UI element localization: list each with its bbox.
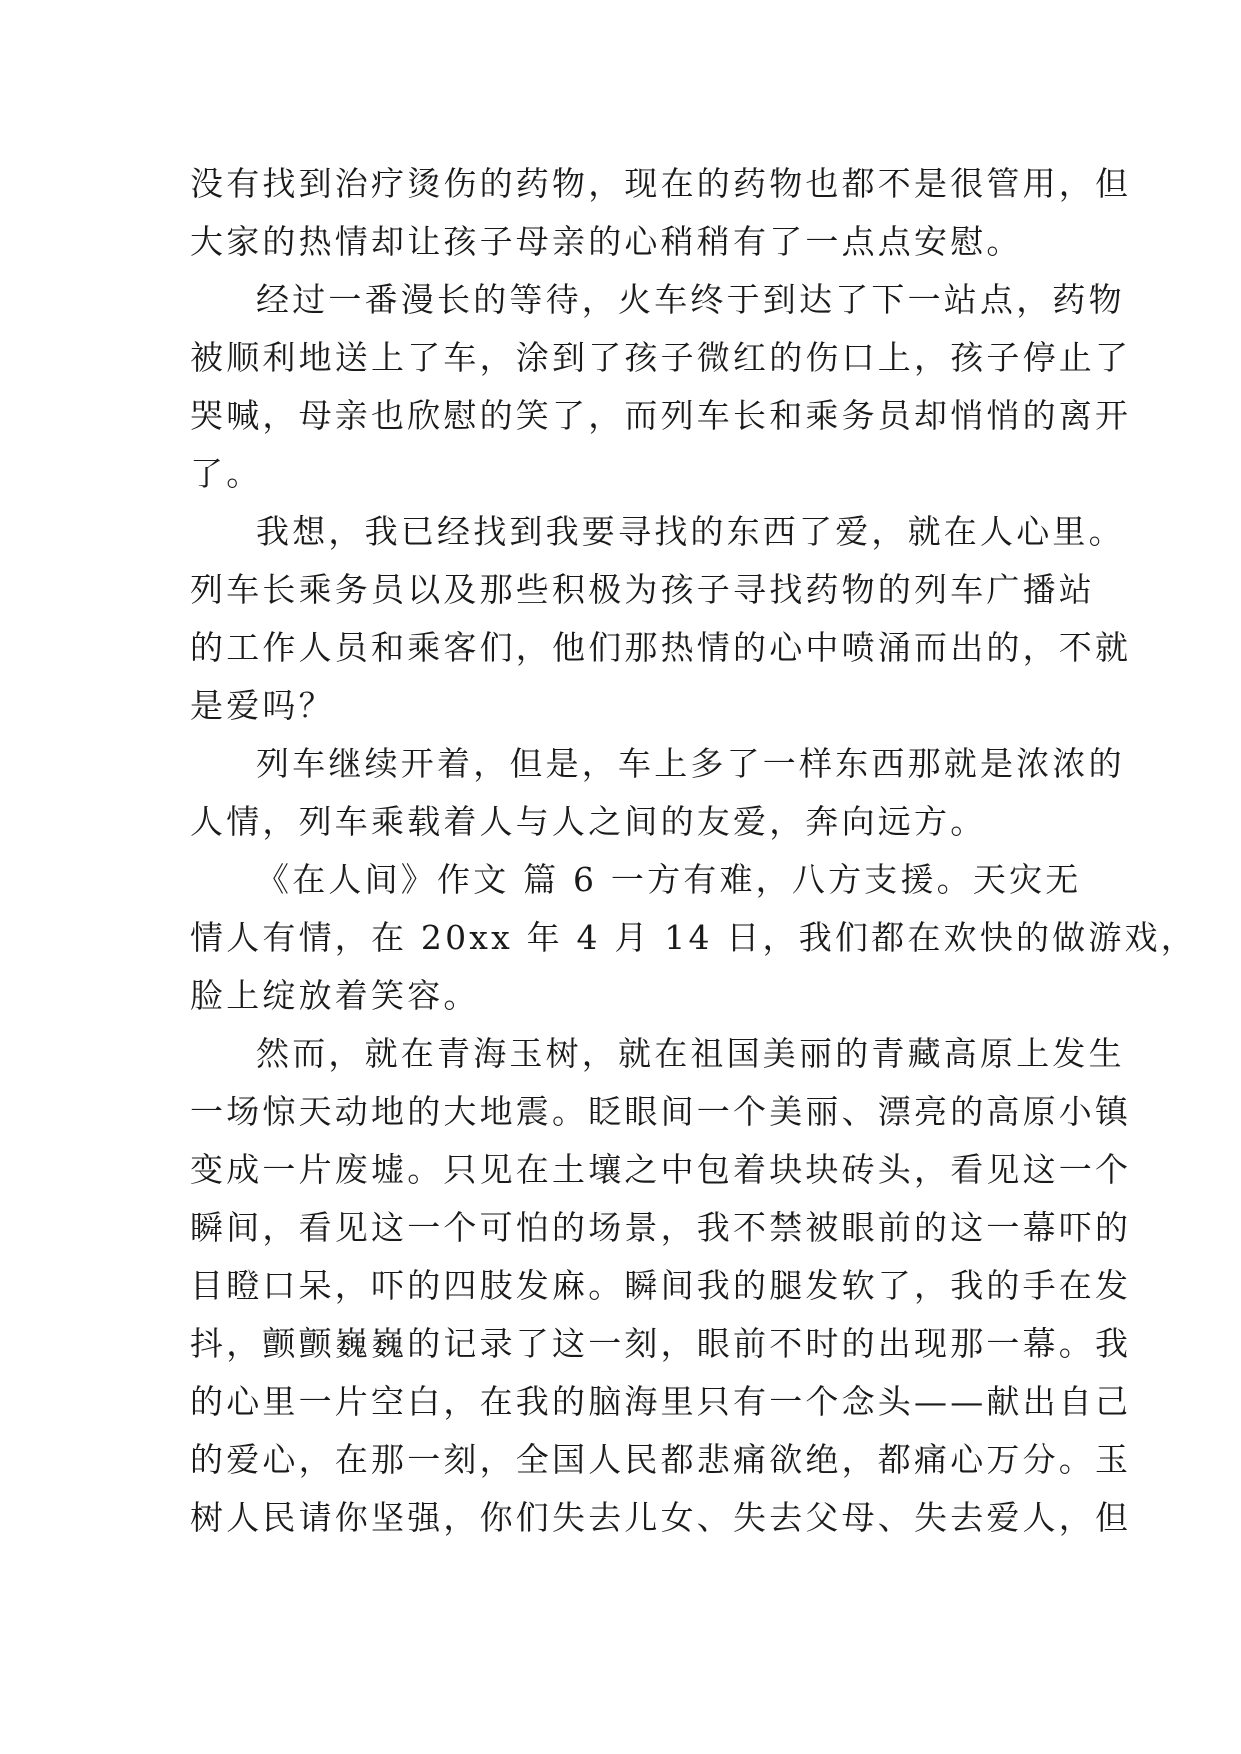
paragraph-start-line: 列车继续开着，但是，车上多了一样东西那就是浓浓的 bbox=[256, 744, 1125, 783]
text-line: 列车长乘务员以及那些积极为孩子寻找药物的列车广播站 bbox=[190, 570, 1095, 609]
text-line: 情人有情，在 20xx 年 4 月 14 日，我们都在欢快的做游戏， bbox=[190, 918, 1197, 957]
text-line: 变成一片废墟。只见在土壤之中包着块块砖头，看见这一个 bbox=[190, 1150, 1132, 1189]
text-line: 瞬间，看见这一个可怕的场景，我不禁被眼前的这一幕吓的 bbox=[190, 1208, 1132, 1247]
text-line: 哭喊，母亲也欣慰的笑了，而列车长和乘务员却悄悄的离开 bbox=[190, 396, 1132, 435]
text-line: 的工作人员和乘客们，他们那热情的心中喷涌而出的，不就 bbox=[190, 628, 1132, 667]
text-line: 大家的热情却让孩子母亲的心稍稍有了一点点安慰。 bbox=[190, 222, 1023, 261]
text-line: 目瞪口呆，吓的四肢发麻。瞬间我的腿发软了，我的手在发 bbox=[190, 1266, 1132, 1305]
paragraph-start-line: 我想，我已经找到我要寻找的东西了爱，就在人心里。 bbox=[256, 512, 1125, 551]
text-line: 没有找到治疗烫伤的药物，现在的药物也都不是很管用，但 bbox=[190, 164, 1132, 203]
paragraph-start-line: 然而，就在青海玉树，就在祖国美丽的青藏高原上发生 bbox=[256, 1034, 1125, 1073]
text-line: 一场惊天动地的大地震。眨眼间一个美丽、漂亮的高原小镇 bbox=[190, 1092, 1132, 1131]
text-line: 是爱吗？ bbox=[190, 686, 335, 725]
text-line: 抖，颤颤巍巍的记录了这一刻，眼前不时的出现那一幕。我 bbox=[190, 1324, 1132, 1363]
text-line: 的心里一片空白，在我的脑海里只有一个念头——献出自己 bbox=[190, 1382, 1132, 1421]
text-line: 被顺利地送上了车，涂到了孩子微红的伤口上，孩子停止了 bbox=[190, 338, 1132, 377]
text-line: 的爱心，在那一刻，全国人民都悲痛欲绝，都痛心万分。玉 bbox=[190, 1440, 1132, 1479]
essay-body bbox=[190, 155, 1197, 1547]
text-line: 脸上绽放着笑容。 bbox=[190, 976, 480, 1015]
paragraph-start-line: 经过一番漫长的等待，火车终于到达了下一站点，药物 bbox=[256, 280, 1125, 319]
text-line: 树人民请你坚强，你们失去儿女、失去父母、失去爱人，但 bbox=[190, 1498, 1132, 1537]
text-line: 人情，列车乘载着人与人之间的友爱，奔向远方。 bbox=[190, 802, 987, 841]
text-line: 了。 bbox=[190, 454, 263, 493]
section-heading-line: 《在人间》作文 篇 6 一方有难，八方支援。天灾无 bbox=[256, 860, 1082, 899]
